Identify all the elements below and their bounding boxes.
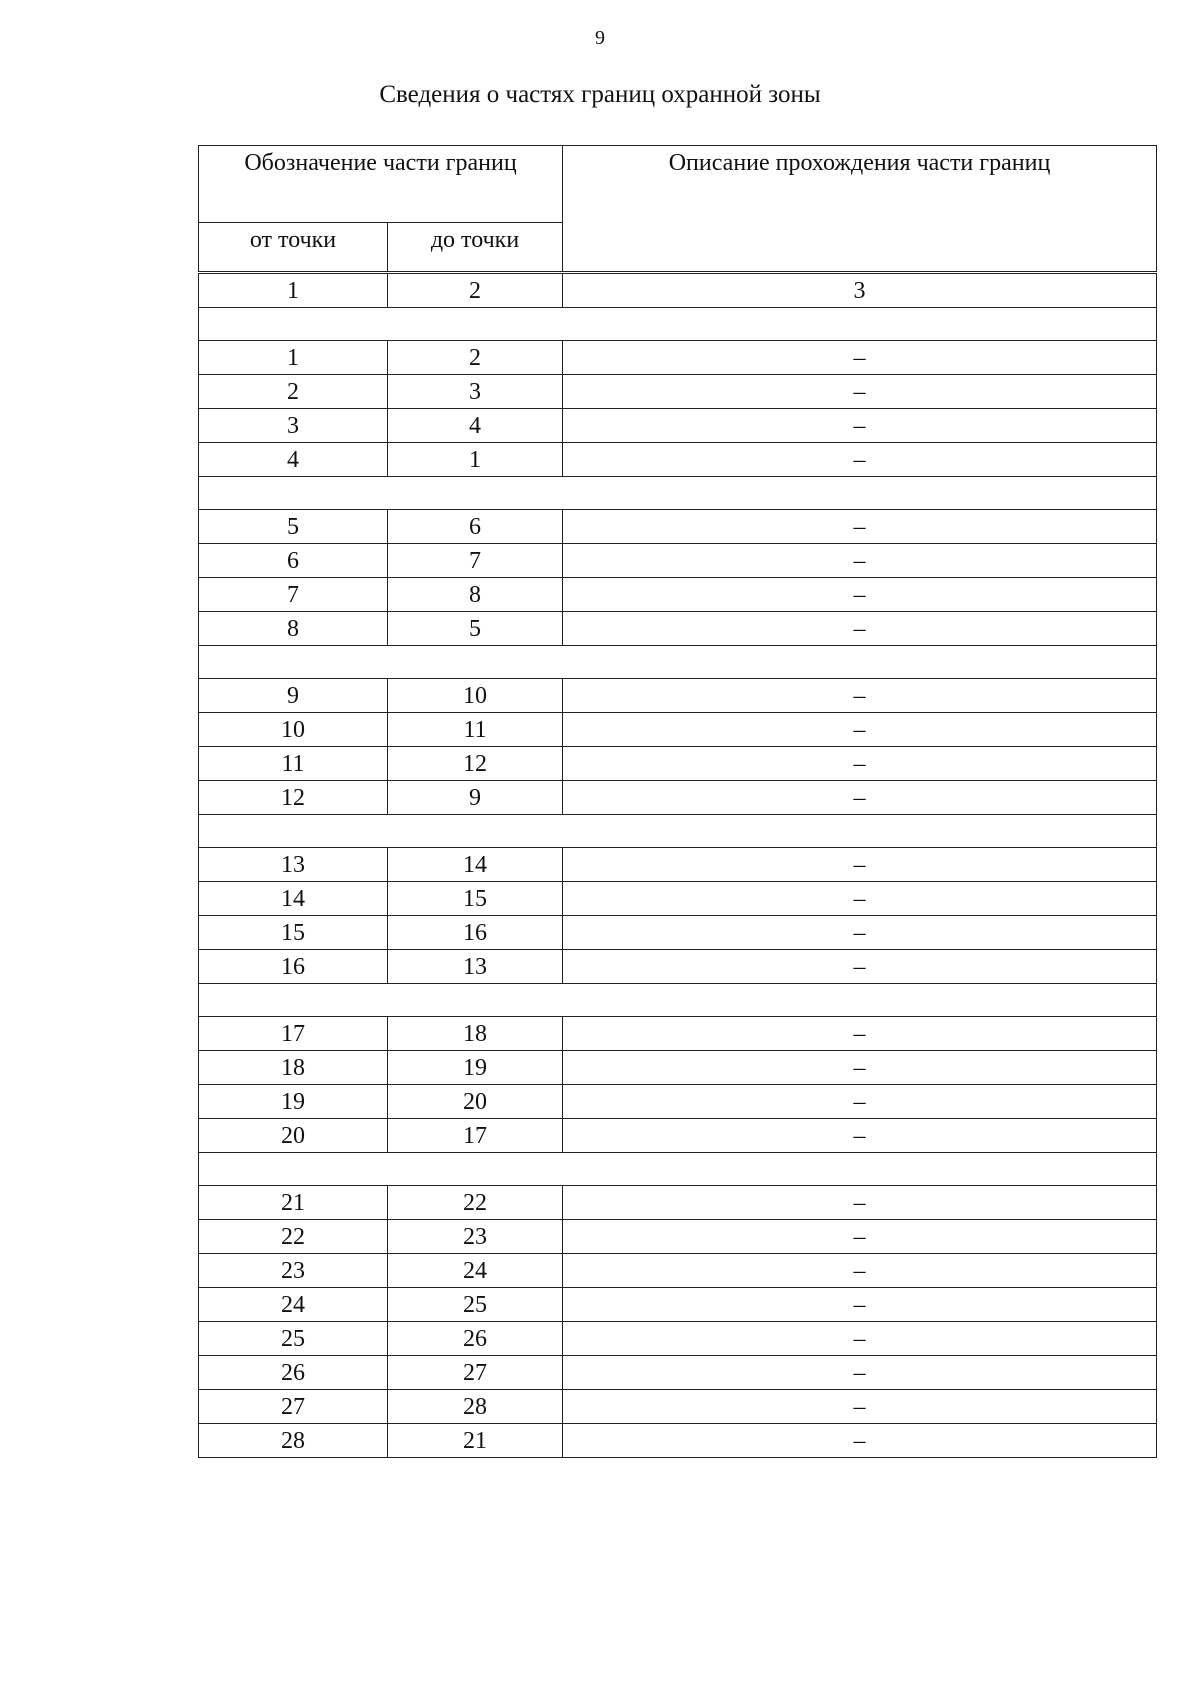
- description-cell: –: [563, 1119, 1157, 1153]
- from-point-cell: 20: [199, 1119, 388, 1153]
- description-cell: –: [563, 341, 1157, 375]
- to-point-cell: 4: [388, 409, 563, 443]
- from-point-cell: 22: [199, 1220, 388, 1254]
- table-row: [199, 341, 1157, 375]
- from-point-cell: 15: [199, 916, 388, 950]
- from-point-cell: 17: [199, 1017, 388, 1051]
- table-row: [199, 950, 1157, 984]
- section-separator-cell: [199, 477, 1157, 510]
- description-cell: –: [563, 950, 1157, 984]
- to-point-cell: 22: [388, 1186, 563, 1220]
- table-row: [199, 510, 1157, 544]
- from-point-cell: 10: [199, 713, 388, 747]
- description-cell: –: [563, 375, 1157, 409]
- table-row: [199, 578, 1157, 612]
- section-separator-cell: [199, 308, 1157, 341]
- table-row: [199, 1017, 1157, 1051]
- column-index-1: 1: [199, 273, 388, 308]
- from-point-cell: 23: [199, 1254, 388, 1288]
- section-separator-row: [199, 477, 1157, 510]
- to-point-cell: 28: [388, 1390, 563, 1424]
- to-point-cell: 9: [388, 781, 563, 815]
- section-separator-cell: [199, 646, 1157, 679]
- header-row-main: [199, 146, 1157, 223]
- to-point-cell: 11: [388, 713, 563, 747]
- table-row: [199, 848, 1157, 882]
- from-point-cell: 2: [199, 375, 388, 409]
- to-point-cell: 26: [388, 1322, 563, 1356]
- from-point-cell: 6: [199, 544, 388, 578]
- from-point-cell: 19: [199, 1085, 388, 1119]
- from-point-cell: 16: [199, 950, 388, 984]
- to-point-cell: 27: [388, 1356, 563, 1390]
- to-point-cell: 12: [388, 747, 563, 781]
- from-point-cell: 8: [199, 612, 388, 646]
- to-point-cell: 16: [388, 916, 563, 950]
- to-point-cell: 15: [388, 882, 563, 916]
- from-point-cell: 5: [199, 510, 388, 544]
- from-point-cell: 24: [199, 1288, 388, 1322]
- from-point-cell: 21: [199, 1186, 388, 1220]
- table-row: [199, 1288, 1157, 1322]
- from-point-cell: 13: [199, 848, 388, 882]
- to-point-cell: 18: [388, 1017, 563, 1051]
- column-index-3: 3: [563, 273, 1157, 308]
- column-index-row: [199, 273, 1157, 308]
- column-index-2: 2: [388, 273, 563, 308]
- table-row: [199, 1119, 1157, 1153]
- section-separator-row: [199, 646, 1157, 679]
- section-separator-row: [199, 308, 1157, 341]
- table-row: [199, 612, 1157, 646]
- table-row: [199, 679, 1157, 713]
- table-row: [199, 1424, 1157, 1458]
- to-point-cell: 8: [388, 578, 563, 612]
- section-separator-cell: [199, 815, 1157, 848]
- description-cell: –: [563, 1254, 1157, 1288]
- from-point-cell: 4: [199, 443, 388, 477]
- to-point-cell: 2: [388, 341, 563, 375]
- description-cell: –: [563, 409, 1157, 443]
- page-title: Сведения о частях границ охранной зоны: [379, 81, 821, 108]
- from-point-cell: 18: [199, 1051, 388, 1085]
- from-point-cell: 25: [199, 1322, 388, 1356]
- table-row: [199, 713, 1157, 747]
- table-row: [199, 781, 1157, 815]
- table-row: [199, 1356, 1157, 1390]
- to-point-cell: 5: [388, 612, 563, 646]
- from-point-cell: 26: [199, 1356, 388, 1390]
- header-from-point: от точки: [199, 223, 388, 273]
- description-cell: –: [563, 713, 1157, 747]
- to-point-cell: 21: [388, 1424, 563, 1458]
- boundary-parts-table: [198, 145, 1157, 1458]
- description-cell: –: [563, 443, 1157, 477]
- description-cell: –: [563, 1356, 1157, 1390]
- description-cell: –: [563, 781, 1157, 815]
- table-row: [199, 1322, 1157, 1356]
- description-cell: –: [563, 1424, 1157, 1458]
- description-cell: –: [563, 1051, 1157, 1085]
- description-cell: –: [563, 510, 1157, 544]
- description-cell: –: [563, 747, 1157, 781]
- description-cell: –: [563, 544, 1157, 578]
- from-point-cell: 27: [199, 1390, 388, 1424]
- to-point-cell: 20: [388, 1085, 563, 1119]
- description-cell: –: [563, 916, 1157, 950]
- section-separator-cell: [199, 984, 1157, 1017]
- table-row: [199, 443, 1157, 477]
- to-point-cell: 10: [388, 679, 563, 713]
- description-cell: –: [563, 1220, 1157, 1254]
- description-cell: –: [563, 1288, 1157, 1322]
- table-row: [199, 544, 1157, 578]
- description-cell: –: [563, 578, 1157, 612]
- from-point-cell: 9: [199, 679, 388, 713]
- from-point-cell: 3: [199, 409, 388, 443]
- table-row: [199, 1254, 1157, 1288]
- table-row: [199, 916, 1157, 950]
- to-point-cell: 17: [388, 1119, 563, 1153]
- page-number: 9: [595, 27, 605, 49]
- section-separator-row: [199, 1153, 1157, 1186]
- header-designation: Обозначение части границ: [199, 146, 563, 223]
- table-body: [199, 146, 1157, 1458]
- table-row: [199, 747, 1157, 781]
- table-row: [199, 1186, 1157, 1220]
- header-to-point: до точки: [388, 223, 563, 273]
- description-cell: –: [563, 1085, 1157, 1119]
- description-cell: –: [563, 612, 1157, 646]
- to-point-cell: 13: [388, 950, 563, 984]
- to-point-cell: 6: [388, 510, 563, 544]
- to-point-cell: 7: [388, 544, 563, 578]
- table-row: [199, 375, 1157, 409]
- table-row: [199, 1390, 1157, 1424]
- to-point-cell: 19: [388, 1051, 563, 1085]
- to-point-cell: 14: [388, 848, 563, 882]
- from-point-cell: 11: [199, 747, 388, 781]
- from-point-cell: 28: [199, 1424, 388, 1458]
- description-cell: –: [563, 1017, 1157, 1051]
- from-point-cell: 14: [199, 882, 388, 916]
- table-row: [199, 1220, 1157, 1254]
- section-separator-row: [199, 984, 1157, 1017]
- to-point-cell: 25: [388, 1288, 563, 1322]
- to-point-cell: 1: [388, 443, 563, 477]
- table-row: [199, 882, 1157, 916]
- table-row: [199, 1051, 1157, 1085]
- to-point-cell: 24: [388, 1254, 563, 1288]
- description-cell: –: [563, 1322, 1157, 1356]
- to-point-cell: 23: [388, 1220, 563, 1254]
- section-separator-row: [199, 815, 1157, 848]
- description-cell: –: [563, 848, 1157, 882]
- table-row: [199, 409, 1157, 443]
- from-point-cell: 12: [199, 781, 388, 815]
- description-cell: –: [563, 1186, 1157, 1220]
- table-row: [199, 1085, 1157, 1119]
- to-point-cell: 3: [388, 375, 563, 409]
- section-separator-cell: [199, 1153, 1157, 1186]
- from-point-cell: 7: [199, 578, 388, 612]
- from-point-cell: 1: [199, 341, 388, 375]
- description-cell: –: [563, 882, 1157, 916]
- header-description: Описание прохождения части границ: [563, 146, 1157, 273]
- description-cell: –: [563, 679, 1157, 713]
- description-cell: –: [563, 1390, 1157, 1424]
